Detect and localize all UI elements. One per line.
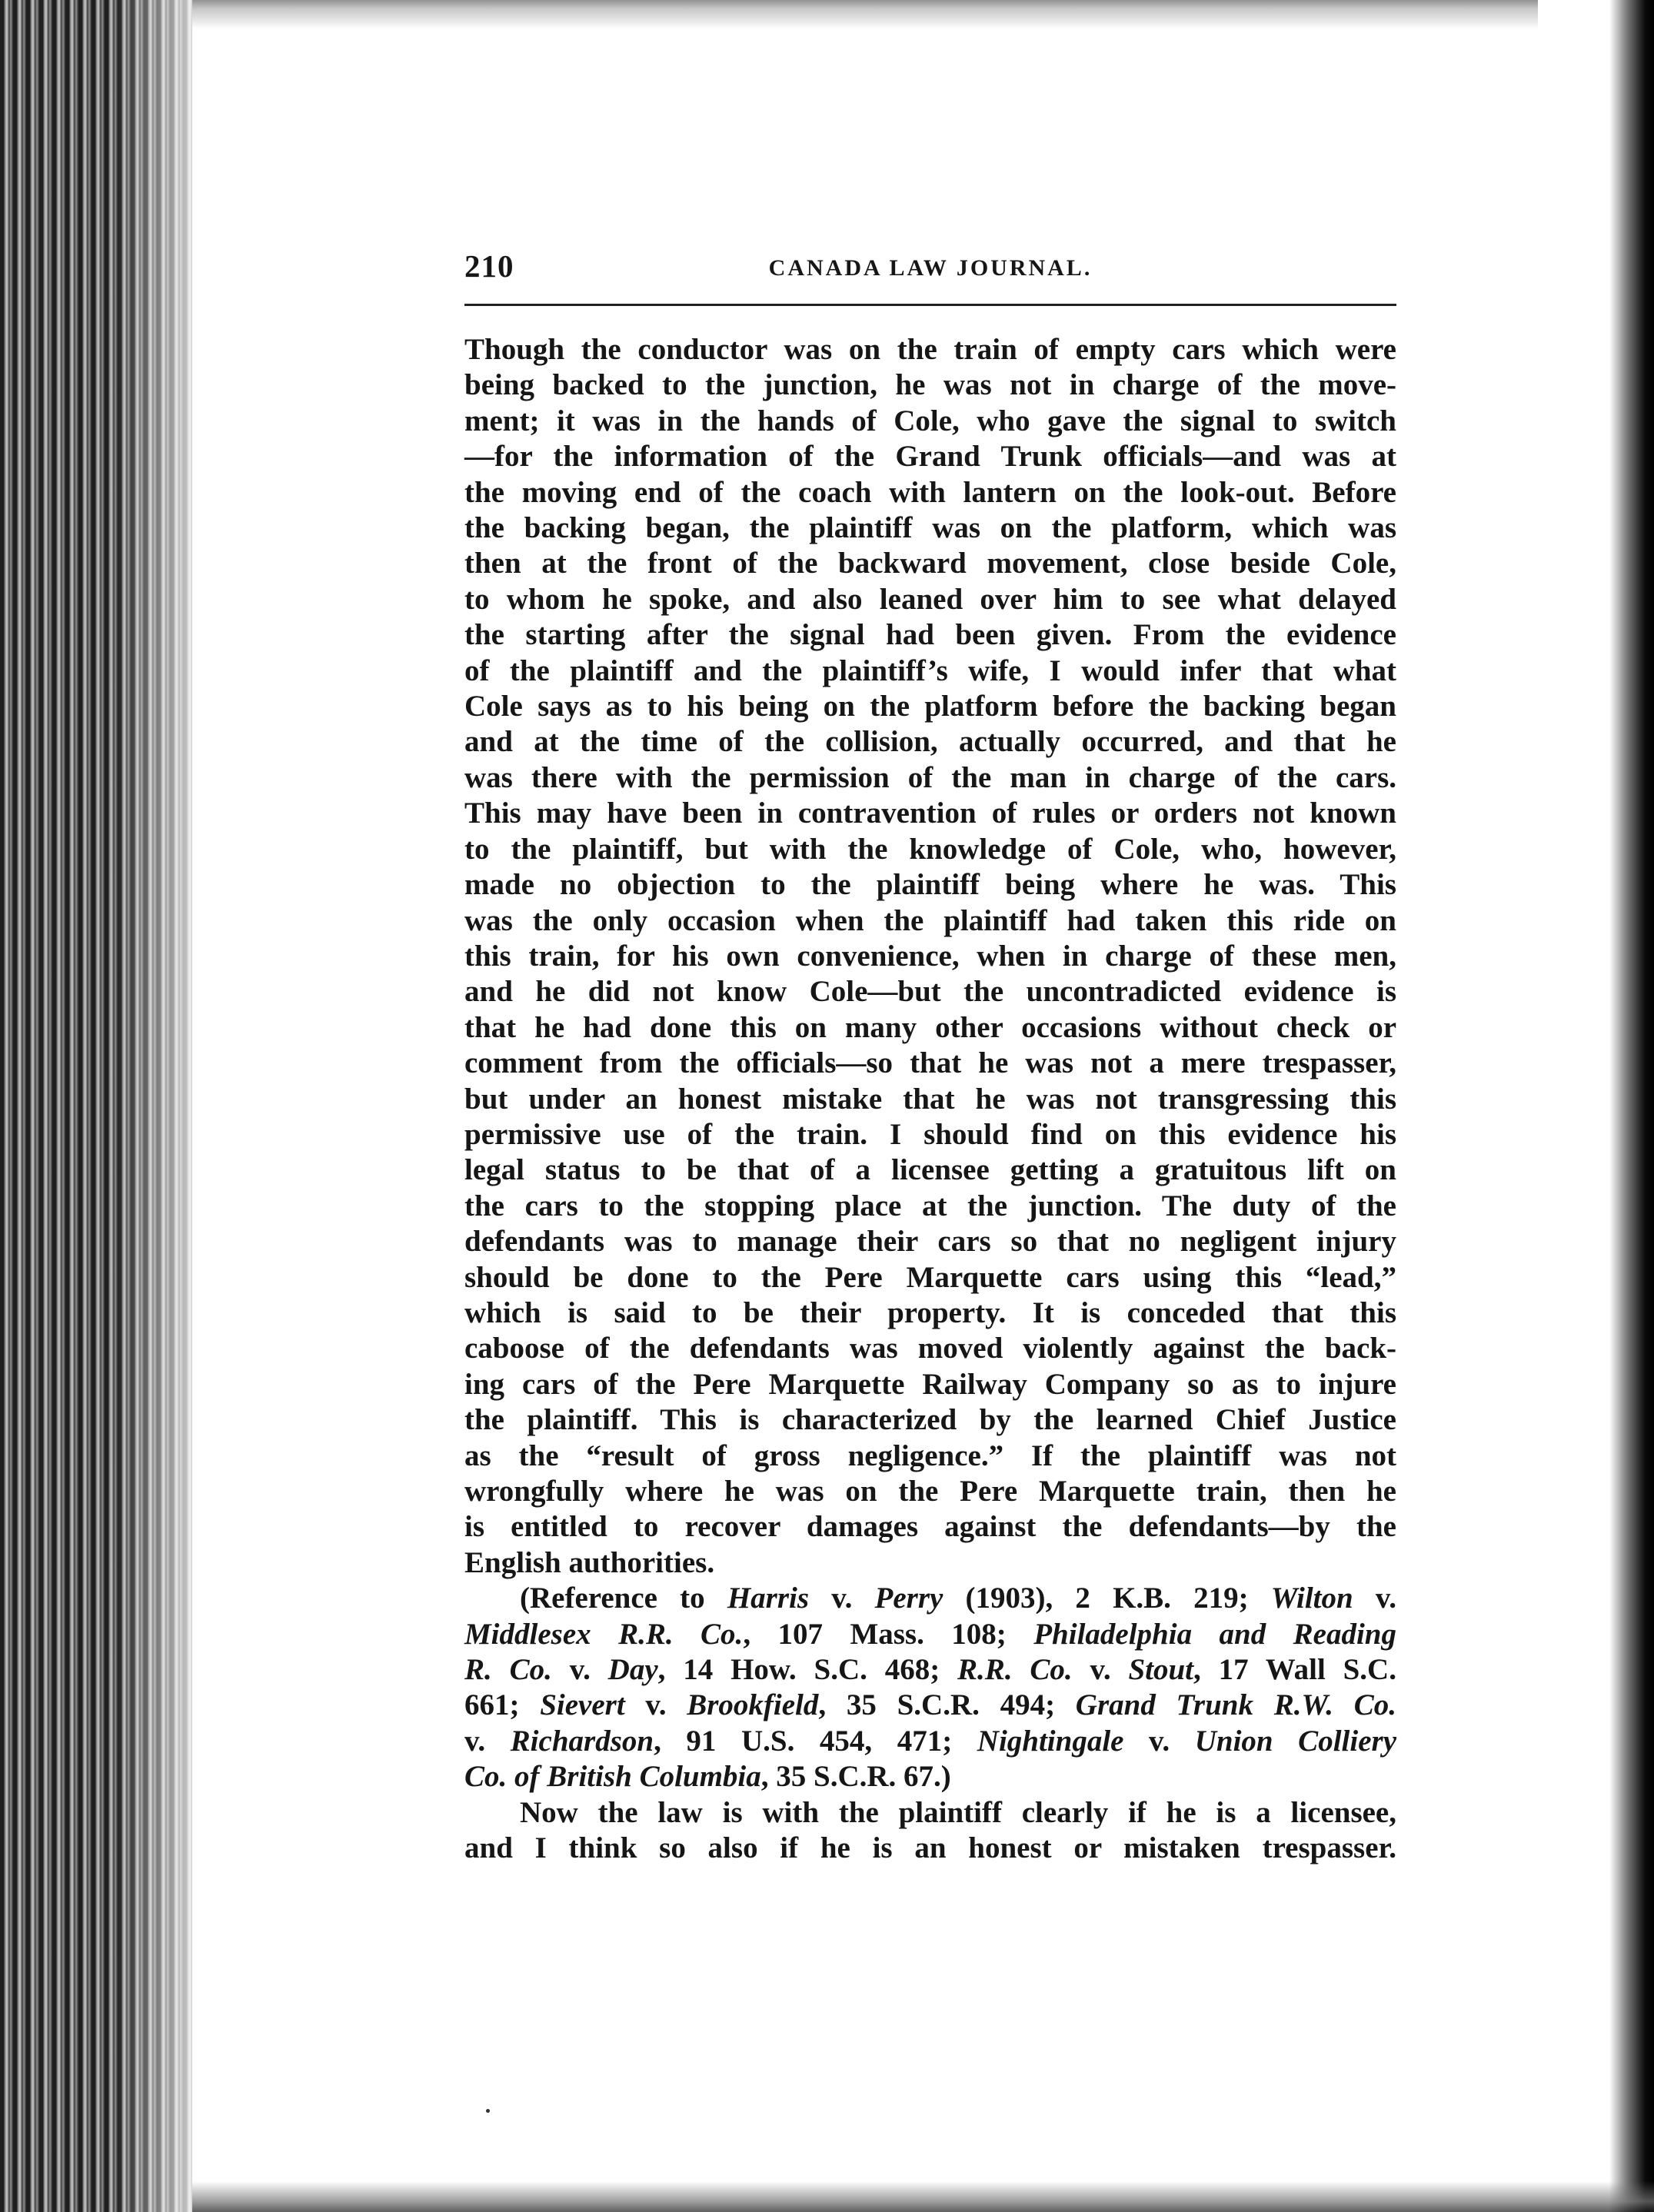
speck-mark — [486, 2109, 490, 2113]
text-line: legal status to be that of a licensee getting a gratuitous lift on — [464, 1153, 1396, 1187]
case-name: Union Colliery — [1194, 1724, 1397, 1758]
text-line: Cole says as to his being on the platform before the backing began — [464, 690, 1396, 723]
case-name: Sievert — [540, 1688, 625, 1722]
text-line: made no objection to the plaintiff being where he was. This — [464, 868, 1396, 902]
text-line: which is said to be their property. It is conceded that this — [464, 1296, 1396, 1329]
case-name: Grand Trunk R.W. Co. — [1075, 1688, 1396, 1722]
text-line: is entitled to recover damages against the defendants—by the — [464, 1510, 1396, 1544]
text-line: the cars to the stopping place at the junction. The duty of the — [464, 1189, 1396, 1222]
text-line: (Reference to Harris v. Perry (1903), 2 K.B. 219; Wilton v. — [520, 1582, 1396, 1615]
text-line: as the “result of gross negligence.” If the plaintiff was not — [464, 1439, 1396, 1472]
page-right-edge — [1609, 0, 1654, 2212]
binding-shadow — [115, 0, 215, 2212]
running-head: CANADA LAW JOURNAL. — [768, 255, 1093, 281]
page-top-edge — [192, 0, 1538, 29]
case-name: R.R. Co. — [957, 1653, 1073, 1687]
text-line: This may have been in contravention of rules or orders not known — [464, 797, 1396, 830]
page-number: 210 — [464, 248, 514, 284]
text-line: being backed to the junction, he was not in charge of the move- — [464, 368, 1396, 402]
case-name: Richardson — [510, 1724, 654, 1758]
text-line: 661; Sievert v. Brookfield, 35 S.C.R. 494; Grand Trunk R.W. Co. — [464, 1688, 1396, 1722]
case-name: Co. of British Columbia — [464, 1760, 761, 1794]
text-line: Though the conductor was on the train of empty cars which were — [464, 333, 1396, 366]
text-line: to the plaintiff, but with the knowledge of Cole, who, however, — [464, 832, 1396, 866]
text-line: the moving end of the coach with lantern on the look-out. Before — [464, 475, 1396, 509]
case-name: Middlesex R.R. Co. — [464, 1617, 744, 1651]
text-line: ment; it was in the hands of Cole, who gave the signal to switch — [464, 404, 1396, 437]
text-line: the starting after the signal had been given. From the evidence — [464, 618, 1396, 652]
text-line: that he had done this on many other occasions without check or — [464, 1010, 1396, 1044]
paragraph-references — [464, 1581, 1396, 1795]
case-name: Brookfield — [687, 1688, 819, 1722]
case-name: Philadelphia and Reading — [1033, 1617, 1396, 1651]
text-line: and at the time of the collision, actually occurred, and that he — [464, 725, 1396, 759]
text-line: but under an honest mistake that he was not transgressing this — [464, 1082, 1396, 1116]
case-name: Harris — [727, 1582, 810, 1615]
text-line: and he did not know Cole—but the uncontradicted evidence is — [464, 975, 1396, 1009]
text-line: permissive use of the train. I should find on this evidence his — [464, 1117, 1396, 1151]
text-line: and I think so also if he is an honest or mistaken trespasser. — [464, 1831, 1396, 1865]
text-line: —for the information of the Grand Trunk officials—and was at — [464, 440, 1396, 474]
case-name: Nightingale — [977, 1724, 1124, 1758]
body-text — [464, 332, 1396, 1866]
text-line: the backing began, the plaintiff was on the platform, which was — [464, 511, 1396, 545]
text-line: English authorities. — [464, 1545, 715, 1579]
page-header — [464, 248, 1396, 294]
case-name: R. Co. — [464, 1653, 552, 1687]
text-line: defendants was to manage their cars so that no negligent injury — [464, 1225, 1396, 1259]
paragraph-1 — [464, 332, 1396, 1581]
text-line: was the only occasion when the plaintiff had taken this ride on — [464, 903, 1396, 937]
case-name: Stout — [1128, 1653, 1194, 1687]
text-line: Co. of British Columbia, 35 S.C.R. 67.) — [464, 1760, 951, 1794]
case-name: Perry — [874, 1582, 943, 1615]
text-line: ing cars of the Pere Marquette Railway Company so as to injure — [464, 1367, 1396, 1401]
case-name: Wilton — [1270, 1582, 1353, 1615]
paragraph-3 — [464, 1795, 1396, 1867]
text-line: comment from the officials—so that he was not a mere trespasser, — [464, 1046, 1396, 1080]
text-line: of the plaintiff and the plaintiff’s wife, I would infer that what — [464, 654, 1396, 687]
text-line: then at the front of the backward movement, close beside Cole, — [464, 547, 1396, 580]
text-line: wrongfully where he was on the Pere Marquette train, then he — [464, 1475, 1396, 1508]
text-line: v. Richardson, 91 U.S. 454, 471; Nightingale v. Union Colliery — [464, 1724, 1397, 1758]
header-rule — [464, 304, 1396, 306]
text-line: Middlesex R.R. Co., 107 Mass. 108; Philadelphia and Reading — [464, 1617, 1396, 1651]
text-line: R. Co. v. Day, 14 How. S.C. 468; R.R. Co. v. Stout, 17 Wall S.C. — [464, 1653, 1396, 1687]
text-line: to whom he spoke, and also leaned over him to see what delayed — [464, 582, 1396, 616]
text-line: was there with the permission of the man in charge of the cars. — [464, 760, 1396, 794]
case-name: Day — [607, 1653, 658, 1687]
text-line: Now the law is with the plaintiff clearly if he is a licensee, — [520, 1795, 1396, 1829]
text-line: this train, for his own convenience, when in charge of these men, — [464, 939, 1396, 973]
text-line: should be done to the Pere Marquette cars using this “lead,” — [464, 1260, 1396, 1294]
page-bottom-edge — [192, 2181, 1654, 2212]
text-line: caboose of the defendants was moved violently against the back- — [464, 1332, 1396, 1365]
text-line: the plaintiff. This is characterized by the learned Chief Justice — [464, 1403, 1396, 1437]
